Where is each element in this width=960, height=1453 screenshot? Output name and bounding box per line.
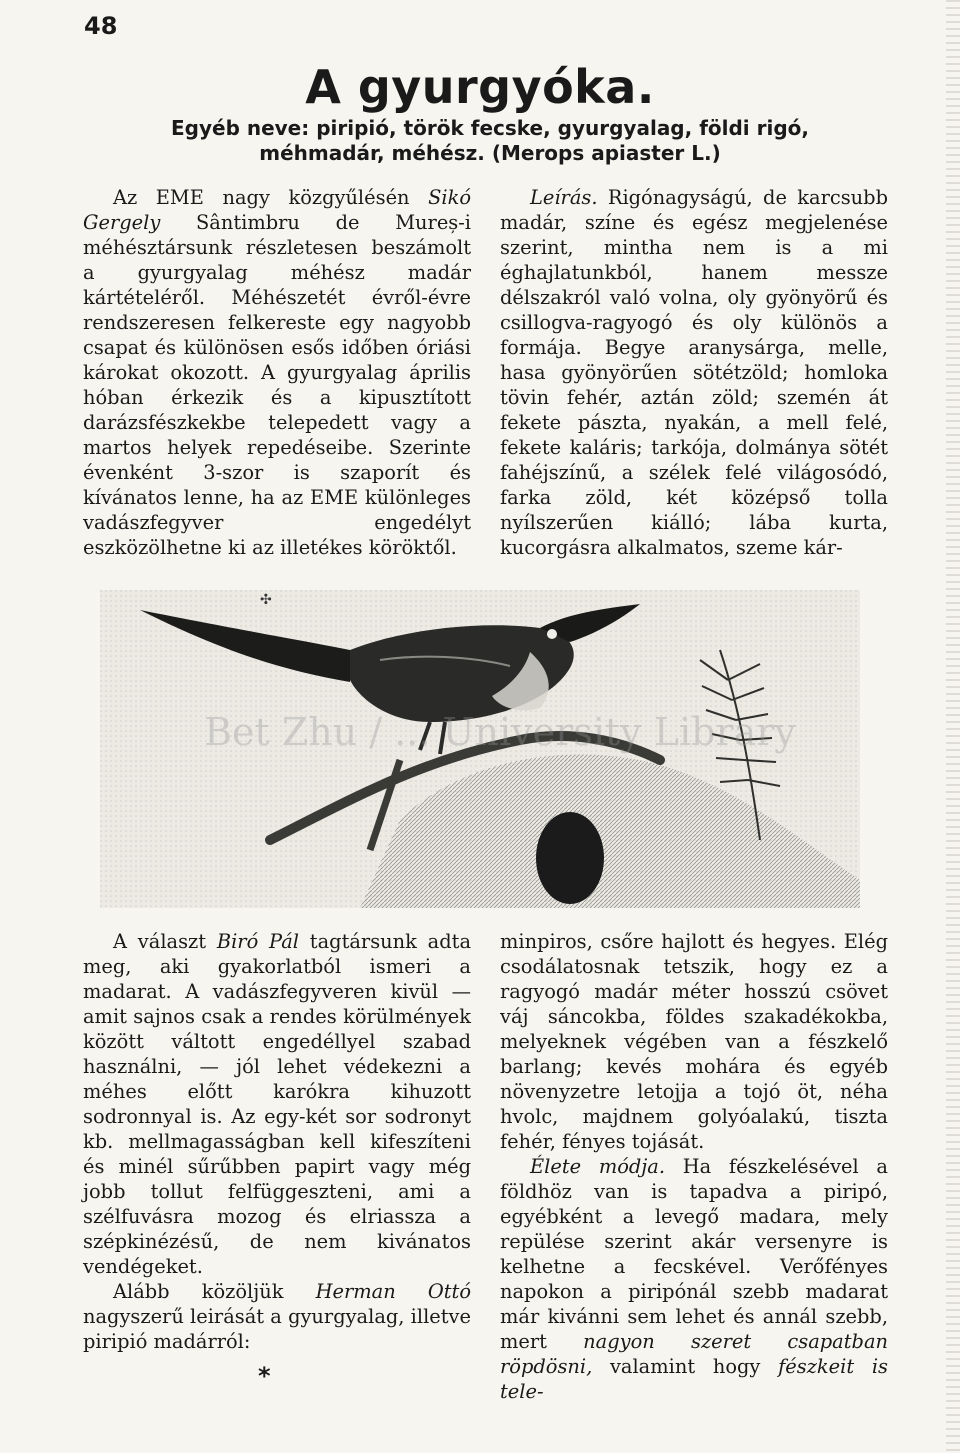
text-run: minpiros, csőre hajlott és hegyes. Elég csodálatosnak tetszik, hogy ez a ragyogó madár méter hosszú csövet váj sáncokba, földes szakadékokba, melyeknek végében van a fészkelő barlang; kevés mohára és egyéb növenyzetre letojja a tojó öt, néha hvolc, majdnem golyóalakú, tiszta fehér, fényes tojását. (500, 930, 888, 1153)
subtitle-line-2: méhmadár, méhész. (Merops apiaster L.) (259, 141, 721, 165)
page-number: 48 (84, 12, 118, 40)
column-left-bottom (83, 929, 471, 1354)
paragraph (83, 929, 471, 1279)
text-run: Sântimbru de Mureș-i méhésztársunk részletesen beszámolt a gyurgyalag méhész madár kártételéről. Méhészetét évről-évre rendszeresen felkereste egy nagyobb csapat és különösen esős időben óriási károkat okozott. A gyurgyalag április hóban érkezik és a kipusztított darázsfészkekbe telepedett vagy a martos helyek repedéseibe. Szerinte évenként 3-szor is szaporít és kívánatos lenne, ha az EME különleges vadászfegyver engedélyt eszközölhetne ki az illetékes köröktől. (83, 211, 471, 559)
bee-eater-illustration (100, 590, 860, 908)
paragraph (83, 185, 471, 560)
subtitle-line-1: Egyéb neve: piripió, török fecske, gyurgyalag, földi rigó, (170, 116, 809, 140)
text-run: Ha fészkelésével a földhöz van is tapadva a piripó, egyébként a levegő madara, mely repülése szerint akár versenyre is kelhetne a fecskével. Verőfényes napokon a piripónál szebb madarat már kivánni sem lehet és annál szebb, mert (500, 1155, 888, 1353)
insect-icon: ✣ (260, 592, 272, 608)
text-run: tagtársunk adta meg, aki gyakorlatból ismeri a madarat. A vadászfegyveren kivül — amit sajnos csak a rendes körülmények között váltott engedéllyel szabad használni, — jól lehet védekezni a méhes előtt karókra kihuzott sodronnyal is. Az egy-két sor sodronyt kb. mellmagasságban kell kifeszíteni és minél sűrűbben papirt vagy még jobb tollut felfüggeszteni, ami a szélfuvásra mozog és elriassza a szépkinézésű, de nem kivánatos vendégeket. (83, 930, 471, 1278)
section-label: Leírás. (530, 186, 598, 209)
text-run: Rigónagyságú, de karcsubb madár, színe és egész megjelenése szerint, mintha nem is a mi éghajlatunkból, hanem messze délszakról való volna, oly gyönyörű és csillogva-ragyogó és oly különös a formája. Begye aranysárga, melle, hasa gyönyörűen sötétzöld; homloka tövin fehér, aztán zöld; szemén át fekete pászta, nyakán, a mell felé, fekete kaláris; tarkója, dolmánya sötét fahéjszínű, a szélek felé világosódó, farka zöld, két középső tolla nyílszerűen kiálló; lába kurta, kucorgásra alkalmatos, szeme kár- (500, 186, 888, 559)
text-run: Alább közöljük (113, 1280, 316, 1303)
person-name: Herman Ottó (315, 1280, 471, 1303)
paragraph (83, 1279, 471, 1354)
text-run: nagyszerű leirását a gyurgyalag, illetve piripió madárról: (83, 1305, 471, 1353)
paragraph (500, 185, 888, 560)
text-run: A választ (113, 930, 217, 953)
paragraph (500, 929, 888, 1154)
emphasis: fészkeit is tele- (500, 1355, 889, 1403)
person-name: Biró Pál (216, 930, 299, 953)
column-right-top (500, 185, 888, 560)
section-label: Élete módja. (530, 1155, 666, 1178)
library-watermark: Bet Zhu / ... University Library (204, 710, 796, 754)
text-run: valamint hogy (592, 1355, 779, 1378)
article-title: A gyurgyóka. (305, 60, 655, 114)
section-asterisk: * (258, 1362, 271, 1390)
nest-burrow (536, 812, 604, 904)
column-left-top (83, 185, 471, 560)
text-run: Az EME nagy közgyűlésén (113, 186, 429, 209)
emphasis: nagyon szeret csapatban röpdösni, (500, 1330, 889, 1378)
paragraph (500, 1154, 888, 1404)
article-subtitle (110, 116, 870, 166)
person-name: Sikó Gergely (83, 186, 471, 234)
scan-edge (946, 0, 960, 1453)
column-right-bottom (500, 929, 888, 1404)
